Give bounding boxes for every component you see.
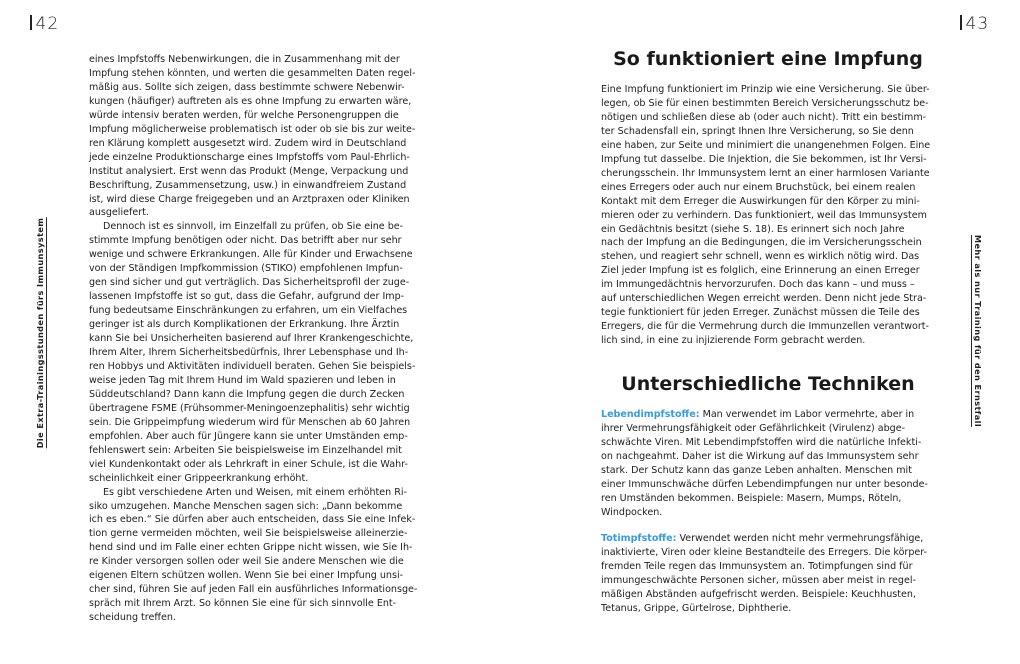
term-label: Totimpfstoffe:: [601, 533, 677, 544]
text-line: fremden Teile regen das Immunsystem an. Totimpfungen sind für: [601, 560, 913, 572]
text-line: ein Gedächtnis besitzt (siehe S. 18). Es erinnert sich noch Jahre: [601, 223, 905, 235]
text-line: kungen (häufiger) auftreten als es ohne Impfung zu erwarten wäre,: [89, 95, 412, 107]
text-line: mäßig aus. Sollte sich zeigen, dass bestimmte schwere Nebenwir-: [89, 81, 405, 93]
text-line: ihrer Vermehrungsfähigkeit oder Gefährlichkeit (Virulenz) abge-: [601, 422, 906, 434]
text-line: jede einzelne Produktionscharge eines Impfstoffs vom Paul-Ehrlich-: [89, 151, 410, 163]
text-line: stehen, und reagiert sehr schnell, wenn es wirklich nötig wird. Das: [601, 251, 920, 263]
text-line: ren Klärung komplett ausgesetzt wird. Zudem wird in Deutschland: [89, 137, 407, 149]
text-line: würde intensiv beraten werden, für welche Personengruppen die: [89, 109, 399, 121]
text-line: mieren oder zu verhindern. Das funktioniert, weil das Immunsystem: [601, 209, 927, 221]
text-line: empfohlen. Aber auch für Jüngere kann sie unter Umständen emp-: [89, 430, 408, 442]
text-line: Erregers, die für die Vermehrung durch die Immunzellen verantwort-: [601, 321, 929, 333]
page-number-right: 43: [960, 14, 989, 34]
right-column-text: [601, 83, 935, 348]
text-line: Impfung möglicherweise problematisch ist oder ob sie bis zur weite-: [89, 123, 416, 135]
text-line: scheinlichkeit einer Grippeerkrankung erhöht.: [89, 472, 309, 484]
text-line: übertragene FSME (Frühsommer-Meningoenzephalitis) sehr wichtig: [89, 402, 410, 414]
text-line: einer Immunschwäche dürfen Lebendimpfungen nur unter besonde-: [601, 478, 928, 490]
text-line: mäßigen Abständen aufgefrischt werden. Beispiele: Keuchhusten,: [601, 588, 916, 600]
text-line: spräch mit Ihrem Arzt. So können Sie eine für sich sinnvolle Ent-: [89, 598, 397, 610]
page-number-left: 42: [30, 14, 59, 34]
text-line: Süddeutschland? Dann kann die Impfung gegen die durch Zecken: [89, 388, 405, 400]
text-line: lassenen Impfstoffe ist so gut, dass die Gefahr, aufgrund der Imp-: [89, 291, 405, 303]
side-label-left: Die Extra-Trainingsstunden fürs Immunsystem: [35, 217, 45, 449]
text-line: Beschriftung, Zusammensetzung, usw.) in einwandfreiem Zustand: [89, 179, 407, 191]
text-line: legen, ob Sie für einen bestimmten Bereich Versicherungsschutz be-: [601, 97, 929, 109]
text-line: im Immungedächtnis hervorzurufen. Doch das kann – und muss –: [601, 279, 915, 291]
text-line: ausgeliefert.: [89, 207, 149, 219]
text-line: ren Umständen bekommen. Beispiele: Masern, Mumps, Röteln,: [601, 492, 902, 504]
text-line: auf unterschiedlichen Wegen erreicht werden. Denn nicht jede Stra-: [601, 293, 927, 305]
text-line: Impfung tut dasselbe. Die Injektion, die Sie bekommen, ist Ihr Versi-: [601, 153, 927, 165]
text-line: eigenen Eltern schützen wollen. Wenn Sie bei einer Impfung unsi-: [89, 570, 404, 582]
text-line: Ihrem Alter, Ihrem Sicherheitsbedürfnis, Ihrer Lebensphase und Ih-: [89, 347, 409, 359]
lebendimpfstoffe-paragraph: [601, 408, 935, 520]
text-line: gen sind sicher und gut verträglich. Das Sicherheitsprofil der zuge-: [89, 277, 410, 289]
text-line: stimmte Impfung benötigen oder nicht. Das betrifft aber nur sehr: [89, 235, 402, 247]
text-line: tion gerne vermeiden möchten, weil Sie beispielsweise alleinerzie-: [89, 528, 408, 540]
text-line: cherungsschein. Ihr Immunsystem lernt an einer harmlosen Variante: [601, 167, 930, 179]
text-line: Kontakt mit dem Erreger die Auswirkungen für den Körper zu mini-: [601, 195, 920, 207]
text-line: cher sind, führen Sie auf jeden Fall ein ausführliches Informationsge-: [89, 584, 418, 596]
text-line: nach der Impfung an die Bedingungen, die im Versicherungsschein: [601, 237, 922, 249]
text-line: on nachgeahmt. Daher ist die Wirkung auf das Immunsystem sehr: [601, 450, 919, 462]
text-line: wenige und schwere Erkrankungen. Alle für Kinder und Erwachsene: [89, 249, 413, 261]
text-line: nötigen und schließen diese ab (oder auch nicht). Tritt ein bestimm-: [601, 111, 927, 123]
heading-impfung: So funktioniert eine Impfung: [613, 48, 923, 70]
text-line: ist, wird diese Charge freigegeben und an Arztpraxen oder Kliniken: [89, 193, 410, 205]
text-line: re Kinder versorgen sollen oder weil Sie andere Menschen wie die: [89, 556, 404, 568]
text-line: ich es eben.“ Sie dürfen aber auch entscheiden, dass Sie eine Infek-: [89, 514, 416, 526]
left-column-text: [89, 53, 424, 625]
term-label: Lebendimpfstoffe:: [601, 409, 700, 420]
text-line: scheidung treffen.: [89, 612, 176, 624]
text-line: schwächte Viren. Mit Lebendimpfstoffen wird die natürliche Infekti-: [601, 436, 922, 448]
text-line: eines Erregers oder auch nur einem Bruchstück, bei einem realen: [601, 181, 916, 193]
text-line: Dennoch ist es sinnvoll, im Einzelfall zu prüfen, ob Sie eine be-: [103, 221, 404, 233]
text-line: immungeschwächte Personen sicher, müssen aber meist in regel-: [601, 574, 916, 586]
text-line: lich sind, in eine zu injizierende Form gebracht werden.: [601, 335, 866, 347]
text-line: Windpocken.: [601, 506, 663, 518]
text-line: [601, 532, 935, 546]
text-line: ren Hobbys und Aktivitäten individuell beraten. Gehen Sie beispiels-: [89, 360, 416, 372]
text-line: Impfung stehen könnten, und werten die gesammelten Daten regel-: [89, 67, 416, 79]
text-line: ter Schadensfall ein, springt Ihnen Ihre Versicherung, so Sie denn: [601, 125, 914, 137]
text-line: weise jeden Tag mit Ihrem Hund im Wald spazieren und leben in: [89, 374, 396, 386]
text-line: geringer ist als durch Komplikationen der Erkrankung. Ihre Ärztin: [89, 319, 400, 331]
text-line: kann Sie bei Unsicherheiten basierend auf Ihrer Krankengeschichte,: [89, 333, 414, 345]
text-line: fung bedeutsame Einschränkungen zu erfahren, um ein Vielfaches: [89, 305, 408, 317]
totimpfstoffe-paragraph: [601, 532, 935, 616]
text-line: Es gibt verschiedene Arten und Weisen, mit einem erhöhten Ri-: [103, 486, 407, 498]
text-line: fehlenswert sein: Arbeiten Sie beispielsweise im Einzelhandel mit: [89, 444, 402, 456]
text-line: siko umzugehen. Manche Menschen sagen sich: „Dann bekomme: [89, 500, 403, 512]
text-line: tegie funktioniert für jeden Erreger. Zunächst müssen die Teile des: [601, 307, 920, 319]
text-line: inaktivierte, Viren oder kleine Bestandteile des Erregers. Die körper-: [601, 546, 928, 558]
text-line: Eine Impfung funktioniert im Prinzip wie eine Versicherung. Sie über-: [601, 84, 930, 95]
text-line: Institut analysiert. Erst wenn das Produkt (Menge, Verpackung und: [89, 165, 409, 177]
text-line: hend sind und im Falle einer echten Grippe nicht wissen, wie Sie Ih-: [89, 542, 413, 554]
text-line: von der Ständigen Impfkommission (STIKO) empfohlenen Impfun-: [89, 263, 403, 275]
text-line: [601, 408, 935, 422]
text-line: sein. Die Grippeimpfung wiederum wird für Menschen ab 60 Jahren: [89, 416, 411, 428]
text-line: Tetanus, Grippe, Gürtelrose, Diphtherie.: [601, 602, 792, 614]
text-line: eine haben, zur Seite und minimiert die unangenehmen Folgen. Eine: [601, 139, 931, 151]
text-line: stark. Der Schutz kann das ganze Leben anhalten. Menschen mit: [601, 464, 912, 476]
side-label-right: Mehr als nur Training für den Ernstfall: [973, 234, 983, 428]
text-segment: Man verwendet im Labor vermehrte, aber in: [699, 409, 915, 420]
text-line: viel Kundenkontakt oder als Lehrkraft in einer Schule, ist die Wahr-: [89, 458, 408, 470]
text-line: Ziel jeder Impfung ist es folglich, eine Erinnerung an einen Erreger: [601, 265, 920, 277]
heading-techniken: Unterschiedliche Techniken: [621, 373, 915, 395]
text-line: eines Impfstoffs Nebenwirkungen, die in Zusammenhang mit der: [89, 54, 400, 65]
text-segment: Verwendet werden nicht mehr vermehrungsfähige,: [676, 533, 924, 544]
